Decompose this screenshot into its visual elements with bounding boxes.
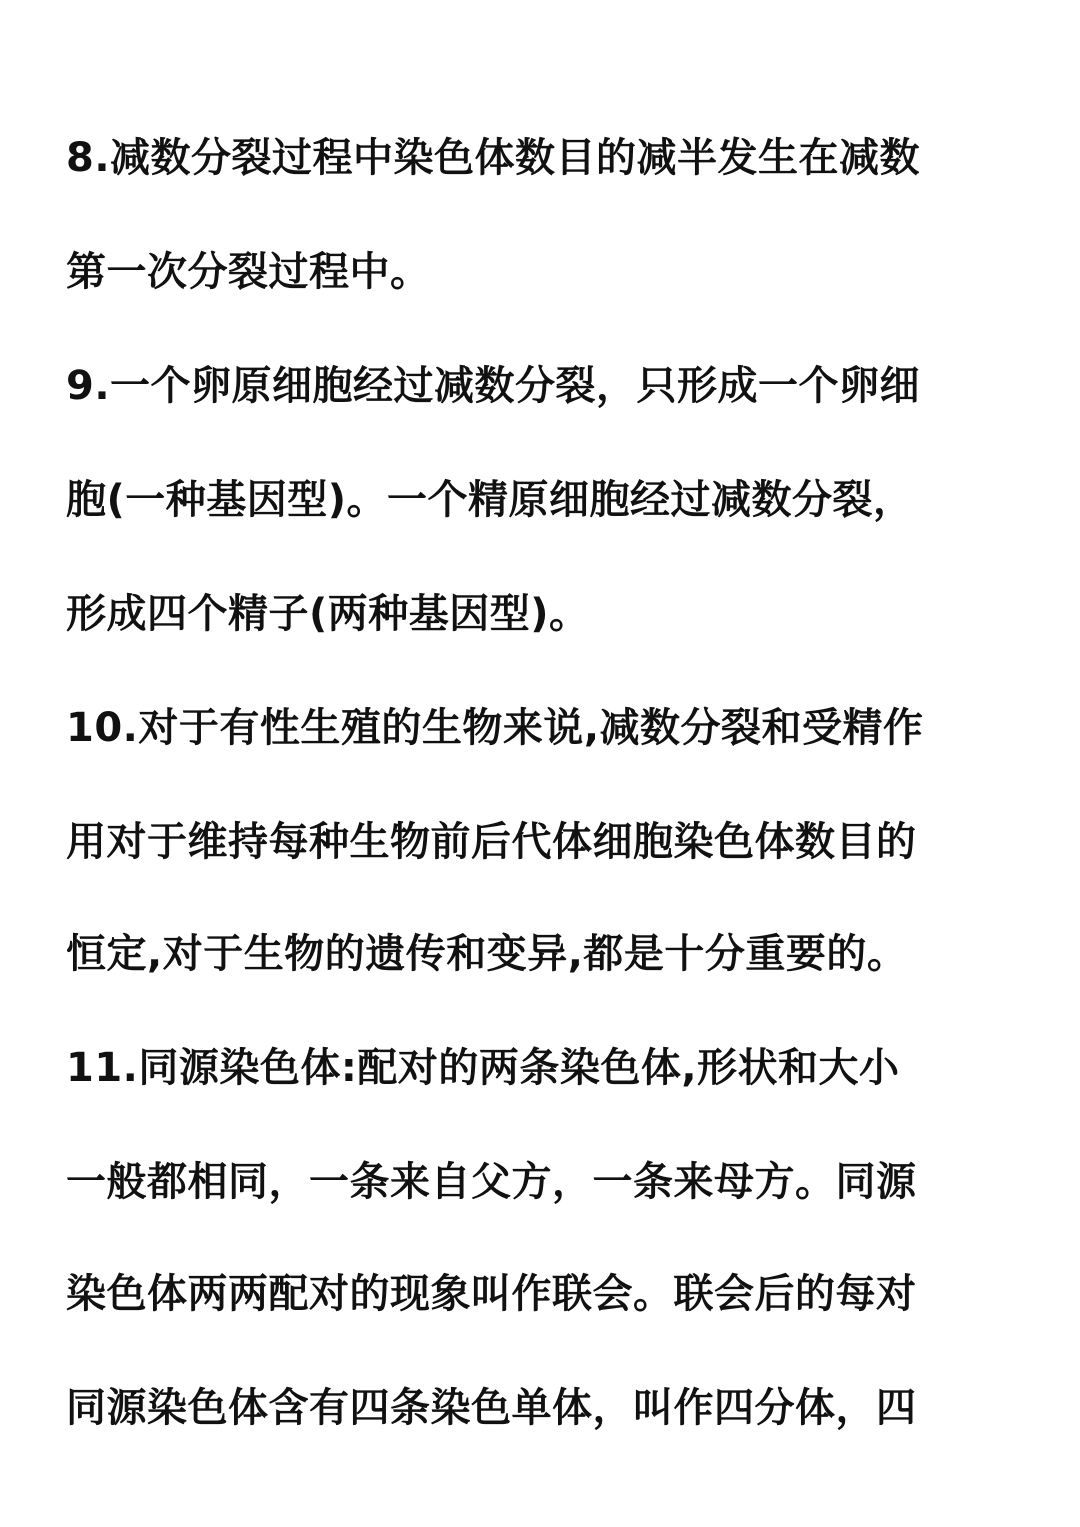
text-line: 11.同源染色体:配对的两条染色体,形状和大小 <box>66 1045 900 1091</box>
text-line: 形成四个精子(两种基因型)。 <box>66 591 590 637</box>
text-line: 9.一个卵原细胞经过减数分裂，只形成一个卵细 <box>66 363 921 409</box>
text-line: 染色体两两配对的现象叫作联会。联会后的每对 <box>66 1271 917 1317</box>
text-line: 用对于维持每种生物前后代体细胞染色体数目的 <box>66 819 917 865</box>
text-line: 同源染色体含有四条染色单体，叫作四分体，四 <box>66 1385 917 1431</box>
text-line: 胞(一种基因型)。一个精原细胞经过减数分裂， <box>66 477 914 523</box>
text-line: 8.减数分裂过程中染色体数目的减半发生在减数 <box>66 135 921 181</box>
text-line: 一般都相同，一条来自父方，一条来母方。同源 <box>66 1159 917 1205</box>
text-line: 恒定,对于生物的遗传和变异,都是十分重要的。 <box>66 931 908 977</box>
text-line: 第一次分裂过程中。 <box>66 249 431 295</box>
text-line: 10.对于有性生殖的生物来说,减数分裂和受精作 <box>66 705 924 751</box>
